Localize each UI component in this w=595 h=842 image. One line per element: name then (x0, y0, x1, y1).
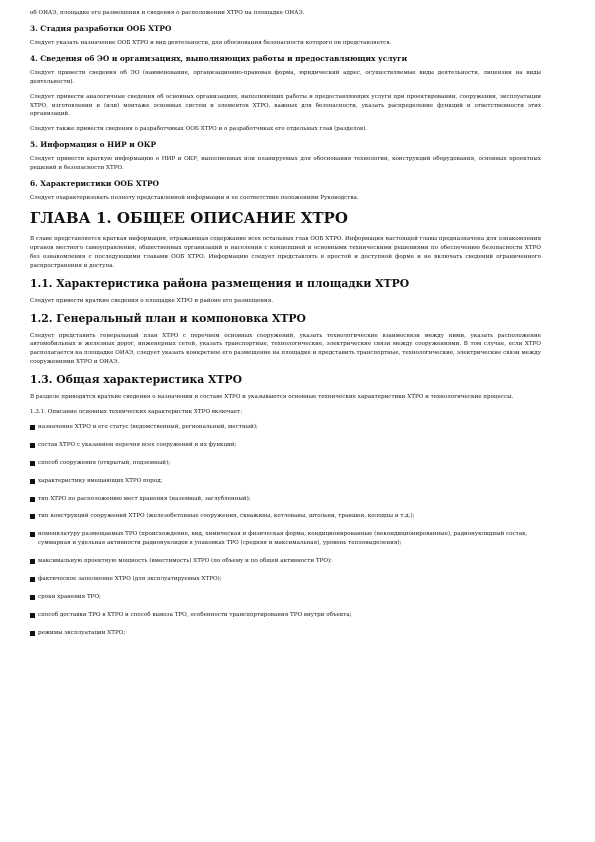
list-item-text: тип ХТРО по расположению мест хранения (наземный, заглубленный); (38, 495, 251, 502)
list-item (30, 459, 541, 468)
list-item-text: максимальную проектную мощность (вместимость) ХТРО (по объему и по общей активности ТРО); (38, 558, 333, 565)
section-1-3-intro: В разделе приводятся краткие сведения о назначении и составе ХТРО и указываются основные технические характеристики ХТРО и технологические процессы. (30, 394, 514, 401)
list-item-text: номенклатуру размещаемых ТРО (происхождение, вид, химическая и физическая форма, кондиционированные (некондиционированные), радионуклидный состав, суммарная и удельная активности радионуклидов в упаковках ТРО (средняя и максимальная), уровень тепловыделения); (38, 531, 528, 547)
list-item (30, 423, 541, 432)
square-bullet-icon (30, 559, 35, 564)
list-item-text: назначение ХТРО и его статус (ведомственный, региональный, местный); (38, 423, 258, 430)
list-item (30, 530, 541, 548)
list-item (30, 495, 541, 504)
square-bullet-icon (30, 577, 35, 582)
list-item (30, 575, 541, 584)
list-item-text: сроки хранения ТРО; (38, 594, 101, 600)
list-item-text: способ доставки ТРО в ХТРО и способ вывоза ТРО, особенности транспортирования ТРО внутри объекта; (38, 611, 352, 618)
list-item (30, 629, 541, 638)
list-item-text: состав ХТРО с указанием перечня всех сооружений и их функций; (38, 441, 237, 448)
section-4-paragraph: Следует также привести сведения о разработчиках ООБ ХТРО и о разработчиках его отдельных глав (разделов). (30, 126, 368, 133)
chapter-1-title: ГЛАВА 1. ОБЩЕЕ ОПИСАНИЕ ХТРО (30, 208, 348, 227)
square-bullet-icon (30, 613, 35, 618)
list-item (30, 557, 541, 566)
section-1-3-heading: 1.3. Общая характеристика ХТРО (30, 373, 242, 387)
list-item-text: режимы эксплуатации ХТРО; (38, 629, 126, 636)
list-item-text: тип конструкций сооружений ХТРО (железобетонные сооружения, скважины, котлованы, штольни, траншеи, колодцы и т.д.); (38, 513, 415, 520)
list-item-text: способ сооружения (открытый, подземный); (38, 459, 171, 466)
section-1-2-heading: 1.2. Генеральный план и компоновка ХТРО (30, 311, 306, 325)
square-bullet-icon (30, 631, 35, 636)
list-item-text: характеристику вмещающих ХТРО пород; (38, 477, 163, 484)
chapter-1-intro: В главе представляется краткая информация, отражающая содержание всех остальных глав ООБ ХТРО. Информация настоящей главы предназначена для ознакомления органов местного самоуправления, общественных организаций и населения с концепцией и основными техническими решениями по обеспечению безопасности ХТРО без ознакомления с последующими главами ООБ ХТРО. Информацию следует представлять в простой и доступной форме и не включать сведений ограниченного распространения и доступа. (30, 235, 541, 269)
square-bullet-icon (30, 532, 35, 537)
characteristics-list (30, 423, 541, 638)
section-4-heading: 4. Сведения об ЭО и организациях, выполняющих работы и предоставляющих услуги (30, 53, 408, 63)
section-4-paragraph: Следует привести сведения об ЭО (наименование, организационно-правовая форма, юридический адрес, осуществляемые виды деятельности, лицензии на виды деятельности). (30, 69, 541, 85)
section-5-heading: 5. Информация о НИР и ОКР (30, 140, 156, 150)
square-bullet-icon (30, 595, 35, 600)
square-bullet-icon (30, 425, 35, 430)
list-item (30, 512, 541, 521)
list-item (30, 593, 541, 602)
square-bullet-icon (30, 479, 35, 484)
list-item (30, 611, 541, 620)
list-item (30, 477, 541, 486)
section-1-1-text: Следует привести краткие сведения о площадке ХТРО и районе его размещения. (30, 297, 274, 304)
section-1-2-text: Следует представить генеральный план ХТРО с перечнем основных сооружений, указать технологические взаимосвязи между ними, указать расположение автомобильных и железных дорог, инженерных сетей, указать транспортные, технологические, электрические связи между сооружениями. В том случае, если ХТРО располагается на площадке ОИАЭ, следует указать конкретное его размещение на площадке и представить транспортные, технологические, электрические связи между сооружениями ХТРО и ОИАЭ. (30, 332, 541, 366)
section-4-paragraph: Следует привести аналогичные сведения об основных организациях, выполняющих работы и предоставляющих услуги при проектировании, сооружении, эксплуатации ХТРО, изготовлении и (или) монтаже основных систем и элементов ХТРО, важных для безопасности, указать распределение функций и ответственности этих организаций. (30, 93, 541, 118)
section-6-heading: 6. Характеристики ООБ ХТРО (30, 179, 159, 189)
square-bullet-icon (30, 514, 35, 519)
list-item (30, 441, 541, 450)
section-5-text: Следует привести краткую информацию о НИР и ОКР, выполненных или планируемых для обоснования технологии, конструкций оборудования, основных проектных решений и безопасности ХТРО. (30, 156, 541, 172)
square-bullet-icon (30, 497, 35, 502)
square-bullet-icon (30, 443, 35, 448)
section-1-1-heading: 1.1. Характеристика района размещения и площадки ХТРО (30, 276, 410, 290)
section-6-text: Следует охарактеризовать полноту представленной информации и ее соответствие положениям Руководства. (30, 195, 359, 202)
section-3-heading: 3. Стадия разработки ООБ ХТРО (30, 23, 172, 33)
square-bullet-icon (30, 461, 35, 466)
top-fragment: об ОИАЭ, площадке его размещения и сведения о расположении ХТРО на площадке ОИАЭ. (30, 10, 305, 16)
section-3-text: Следует указать назначение ООБ ХТРО и вид деятельности, для обоснования безопасности которого он представляется. (30, 39, 392, 46)
list-item-text: фактическое заполнение ХТРО (для эксплуатируемых ХТРО); (38, 576, 222, 583)
section-1-3-1-lead: 1.3.1. Описание основных технических характеристик ХТРО включает: (30, 409, 243, 416)
